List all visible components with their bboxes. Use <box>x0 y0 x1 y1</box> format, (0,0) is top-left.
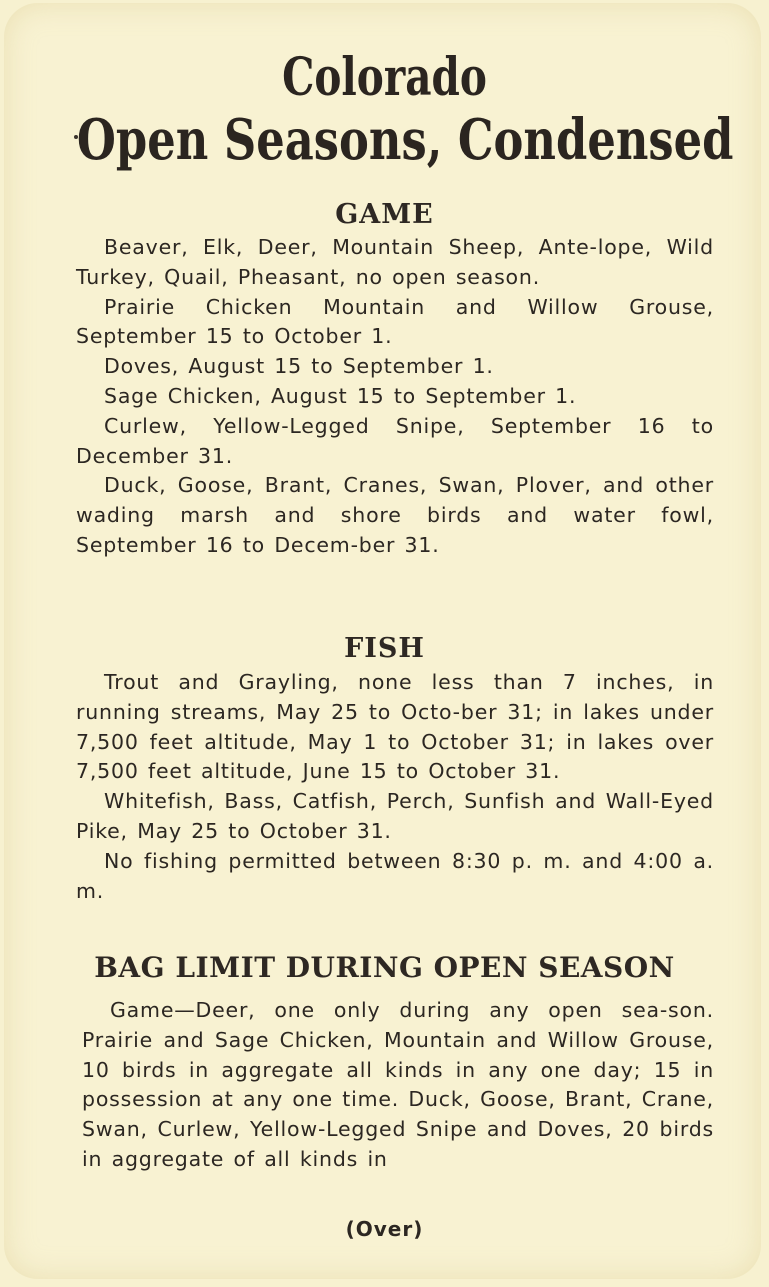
bag-limit-section-text <box>82 996 714 1175</box>
game-paragraph: Duck, Goose, Brant, Cranes, Swan, Plover, and other wading marsh and shore birds and water fowl, September 16 to Decem-ber 31. <box>76 473 714 557</box>
heading-fish: FISH <box>344 633 425 664</box>
game-paragraph: Doves, August 15 to September 1. <box>104 354 494 379</box>
game-paragraph: Curlew, Yellow-Legged Snipe, September 16 to December 31. <box>76 413 714 468</box>
game-paragraph: Beaver, Elk, Deer, Mountain Sheep, Ante-lope, Wild Turkey, Quail, Pheasant, no open season. <box>76 235 714 289</box>
fish-paragraph: Whitefish, Bass, Catfish, Perch, Sunfish and Wall-Eyed Pike, May 25 to October 31. <box>76 789 714 843</box>
game-paragraph: Sage Chicken, August 15 to September 1. <box>104 383 577 408</box>
game-section-text <box>76 233 714 561</box>
game-paragraph: Prairie Chicken Mountain and Willow Grouse, September 15 to October 1. <box>76 294 714 349</box>
fish-section-text <box>76 668 714 906</box>
heading-bag-limit: BAG LIMIT DURING OPEN SEASON <box>94 951 675 984</box>
heading-game: GAME <box>335 199 434 230</box>
over-note: (Over) <box>345 1217 424 1241</box>
title-state: Colorado <box>282 47 487 108</box>
fish-paragraph: No fishing permitted between 8:30 p. m. and 4:00 a. m. <box>76 848 714 903</box>
fish-paragraph: Trout and Grayling, none less than 7 inches, in running streams, May 25 to Octo-ber 31; in lakes under 7,500 feet altitude, May 1 to October 31; in lakes over 7,500 feet altitude, June 15 to October 31. <box>76 670 714 784</box>
bag-limit-paragraph: Game—Deer, one only during any open sea-son. Prairie and Sage Chicken, Mountain and Willow Grouse, 10 birds in aggregate all kinds in any one day; 15 in possession at any one time. Duck, Goose, Brant, Crane, Swan, Curlew, Yellow-Legged Snipe and Doves, 20 birds in aggregate of all kinds in <box>82 998 714 1171</box>
title-subtitle: Open Seasons, Condensed <box>76 107 734 173</box>
